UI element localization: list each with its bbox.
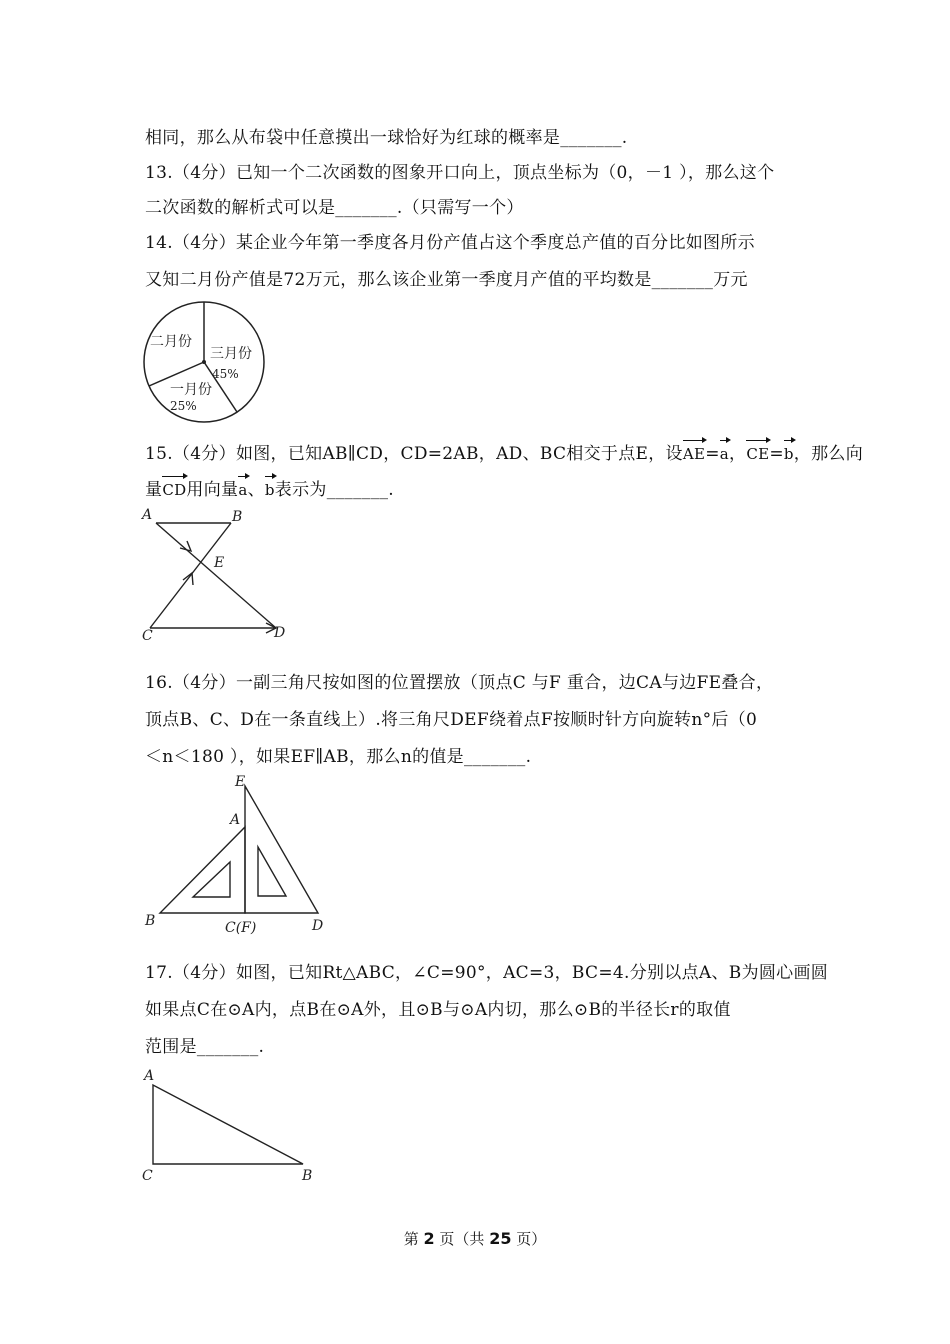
ruler-abc-hole	[193, 862, 230, 897]
point-d-label: D	[274, 625, 286, 641]
q17-line2: 如果点C在⊙A内，点B在⊙A外，且⊙B与⊙A内切，那么⊙B的半径长r的取值	[145, 1000, 731, 1020]
point-e-label: E	[235, 774, 246, 790]
point-e-label: E	[214, 555, 225, 571]
q15-line1	[145, 438, 863, 466]
q15-sep: ，	[729, 444, 747, 464]
vector-b-2: b	[265, 474, 275, 502]
q12-line1: 相同，那么从布袋中任意摸出一球恰好为红球的概率是_______.	[145, 128, 628, 148]
pie-chart-figure	[140, 300, 275, 425]
vector-b: b	[784, 438, 794, 466]
pie-label-feb: 二月份	[150, 334, 192, 350]
ruler-abc	[160, 827, 245, 913]
footer-post: 页）	[516, 1230, 547, 1248]
footer-page-number: 2	[423, 1229, 435, 1248]
q15-line2-mid: 用向量	[186, 480, 239, 500]
page-footer	[0, 1228, 950, 1249]
pie-pct-jan: 25%	[170, 399, 197, 413]
ruler-def-hole	[258, 847, 286, 896]
point-b-label: B	[145, 913, 156, 929]
point-c-label: C	[142, 628, 153, 644]
q13-line2: 二次函数的解析式可以是_______.（只需写一个）	[145, 198, 524, 218]
vector-cd: CD	[162, 474, 186, 502]
hourglass-figure	[138, 505, 298, 645]
point-c-label: C	[142, 1168, 153, 1184]
point-a-label: A	[144, 1068, 155, 1084]
q15-line1-prefix: 15.（4分）如图，已知AB∥CD，CD=2AB，AD、BC相交于点E，设	[145, 444, 683, 464]
footer-total-pages: 25	[489, 1229, 512, 1248]
segment-ad	[156, 523, 276, 628]
q15-eq1: =	[705, 444, 720, 464]
point-cf-label: C(F)	[225, 920, 257, 936]
q15-eq2: =	[769, 444, 784, 464]
ruler-def	[245, 786, 318, 913]
q15-line2-suffix: 表示为_______.	[274, 480, 395, 500]
vector-ce: CE	[746, 438, 769, 466]
q17-line1: 17.（4分）如图，已知Rt△ABC，∠C=90°，AC=3，BC=4.分别以点A、B为圆心画圆	[145, 963, 829, 983]
vector-a-2: a	[238, 474, 247, 502]
vector-ae: AE	[683, 438, 705, 466]
right-triangle-figure	[138, 1062, 323, 1192]
point-b-label: B	[302, 1168, 313, 1184]
pie-pct-mar: 45%	[212, 367, 239, 381]
q15-dun: 、	[247, 480, 265, 500]
pie-center-dot	[202, 360, 206, 364]
vector-a: a	[720, 438, 729, 466]
pie-label-mar: 三月份	[210, 346, 252, 362]
q17-line3: 范围是_______.	[145, 1037, 265, 1057]
q13-line1: 13.（4分）已知一个二次函数的图象开口向上，顶点坐标为（0，－1 ），那么这个	[145, 163, 775, 183]
segment-bc	[150, 523, 231, 628]
footer-pre: 第	[403, 1230, 419, 1248]
triangle-abc	[153, 1085, 303, 1164]
footer-mid: 页（共	[439, 1230, 485, 1248]
q16-line2: 顶点B、C、D在一条直线上）.将三角尺DEF绕着点F按顺时针方向旋转n°后（0	[145, 710, 758, 730]
q14-line2: 又知二月份产值是72万元，那么该企业第一季度月产值的平均数是_______万元	[145, 270, 748, 290]
point-d-label: D	[312, 918, 324, 934]
pie-label-jan: 一月份	[170, 382, 212, 398]
q15-line2	[145, 474, 394, 502]
q16-line1: 16.（4分）一副三角尺按如图的位置摆放（顶点C 与F 重合，边CA与边FE叠合，	[145, 673, 774, 693]
triangle-rulers-figure	[140, 772, 335, 942]
q15-line2-prefix: 量	[145, 480, 163, 500]
q16-line3: ＜n＜180 ），如果EF∥AB，那么n的值是_______.	[145, 747, 532, 767]
point-b-label: B	[232, 509, 243, 525]
q15-line1-suffix: ，那么向	[793, 444, 863, 464]
point-a-label: A	[142, 507, 153, 523]
q14-line1: 14.（4分）某企业今年第一季度各月份产值占这个季度总产值的百分比如图所示	[145, 233, 755, 253]
point-a-label: A	[230, 812, 241, 828]
